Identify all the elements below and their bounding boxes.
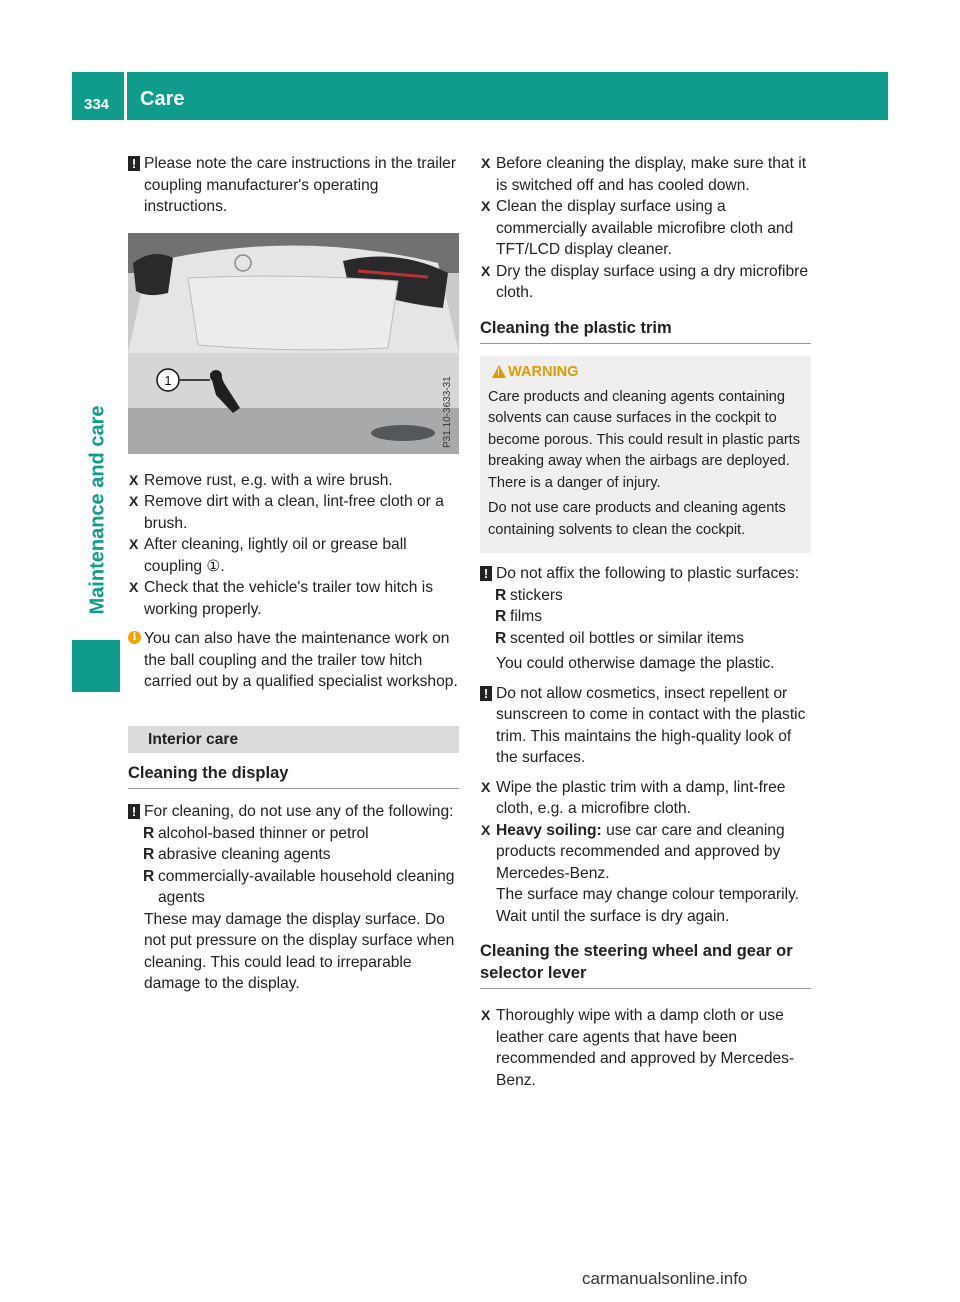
trailer-coupling-photo (128, 233, 459, 454)
list-item: R films (480, 606, 811, 628)
damage-warning-text: These may damage the display surface. Do not put pressure on the display surface when cleaning. This could lead to irreparable damage to the display. (144, 910, 455, 992)
step-arrow-icon: X (481, 778, 491, 795)
list-item: R stickers (480, 585, 811, 607)
step-arrow-icon: X (129, 536, 139, 552)
page-number: 334 (84, 96, 110, 113)
bullet-icon: R (143, 867, 155, 885)
step-switch-off-display: X Before cleaning the display, make sure that it is switched off and has cooled down. (481, 155, 807, 194)
step-wipe-plastic: X Wipe the plastic trim with a damp, lint-free cloth, e.g. a microfibre cloth. (481, 778, 786, 817)
header-divider (124, 72, 127, 124)
heading-cleaning-plastic: Cleaning the plastic trim (480, 318, 811, 345)
bullet-icon: R (143, 824, 155, 842)
step-arrow-icon: X (481, 262, 491, 279)
notice-icon: ! (128, 804, 140, 819)
step-check-hitch: X Check that the vehicle's trailer tow hitch is working properly. (129, 579, 433, 618)
bullet-icon: R (143, 846, 155, 863)
step-arrow-icon: X (129, 471, 139, 488)
notice-cleaning-display: ! For cleaning, do not use any of the following: (128, 801, 459, 823)
warning-box (480, 356, 811, 553)
list-item: R abrasive cleaning agents (128, 844, 459, 866)
section-interior-care: Interior care (128, 726, 459, 753)
side-tab-marker (72, 640, 120, 692)
warning-instruction: Do not use care products and cleaning agents containing solvents to clean the cockpit. (488, 500, 786, 538)
right-column (480, 153, 811, 1091)
heavy-soiling-note: The surface may change colour temporarily. Wait until the surface is dry again. (496, 886, 800, 925)
warning-header: ! WARNING (488, 362, 803, 384)
plastic-damage-text: You could otherwise damage the plastic. (496, 655, 775, 672)
heading-cleaning-steering: Cleaning the steering wheel and gear or selector lever (480, 941, 811, 989)
page-title: Care (140, 88, 185, 110)
bullet-icon: R (495, 608, 507, 625)
heading-cleaning-display: Cleaning the display (128, 763, 459, 790)
car-rear-illustration (128, 233, 459, 454)
warning-text: Care products and cleaning agents containing solvents can cause surfaces in the cockpit to become porous. This could result in plastic parts breaking away when the airbags are deployed. There is a danger of injury. (488, 388, 801, 491)
figure-code: P31.10-3633-31 (442, 375, 453, 448)
info-maintenance: i You can also have the maintenance work on the ball coupling and the trailer tow hitch carried out by a qualified specialist workshop. (128, 628, 459, 693)
callout-1: 1 (164, 372, 172, 388)
step-heavy-soiling: X Heavy soiling: use car care and cleaning products recommended and approved by Mercedes-Benz. The surface may change colour temporarily. Wait until the surface is dry again. (480, 820, 811, 928)
list-item: R commercially-available household cleaning agents (143, 867, 455, 906)
step-clean-display: X Clean the display surface using a commercially available microfibre cloth and TFT/LCD display cleaner. (481, 198, 794, 258)
notice-plastic-surfaces: ! Do not affix the following to plastic surfaces: (480, 563, 811, 585)
watermark: carmanualsonline.info (582, 1269, 748, 1288)
step-arrow-icon: X (481, 198, 491, 214)
notice-icon: ! (128, 156, 140, 171)
left-column (128, 153, 459, 995)
list-item: R scented oil bottles or similar items (480, 628, 811, 650)
notice-cosmetics: ! Do not allow cosmetics, insect repellent or sunscreen to come in contact with the plastic trim. This maintains the high-quality look of the surfaces. (480, 683, 811, 769)
step-arrow-icon: X (481, 821, 491, 838)
step-wipe-steering: X Thoroughly wipe with a damp cloth or use leather care agents that have been recommended and approved by Mercedes-Benz. (481, 1007, 795, 1089)
side-section-title: Maintenance and care (86, 405, 109, 615)
step-remove-rust: X Remove rust, e.g. with a wire brush. (128, 470, 459, 492)
notice-icon: ! (480, 566, 492, 581)
step-dry-display: X Dry the display surface using a dry microfibre cloth. (481, 262, 808, 301)
step-arrow-icon: X (129, 493, 139, 509)
step-remove-dirt: X Remove dirt with a clean, lint-free cloth or a brush. (129, 493, 444, 532)
step-oil-coupling: X After cleaning, lightly oil or grease ball coupling ①. (129, 536, 407, 575)
notice-trailer-coupling: ! Please note the care instructions in the trailer coupling manufacturer's operating instructions. (128, 153, 459, 218)
bullet-icon: R (495, 629, 507, 647)
list-item: R alcohol-based thinner or petrol (128, 823, 459, 845)
info-icon: i (128, 631, 141, 644)
bullet-icon: R (495, 586, 507, 604)
warning-triangle-icon (492, 365, 506, 378)
step-arrow-icon: X (481, 1007, 491, 1023)
notice-icon: ! (480, 686, 492, 701)
heavy-soiling-label: Heavy soiling: (496, 821, 602, 839)
page-header (72, 72, 888, 120)
step-arrow-icon: X (481, 155, 491, 171)
step-arrow-icon: X (129, 579, 139, 595)
